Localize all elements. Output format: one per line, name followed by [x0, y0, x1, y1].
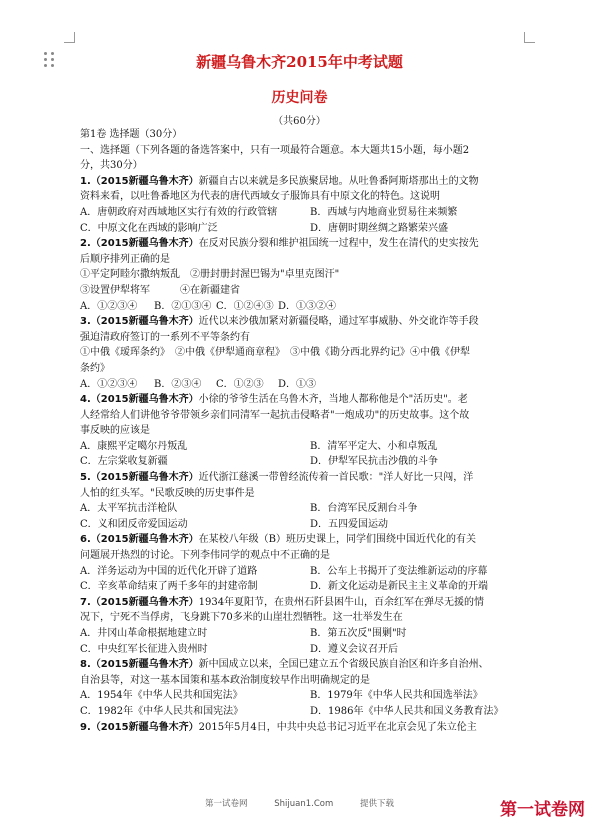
- answer-option: C．1982年《中华人民共和国宪法》: [80, 705, 244, 717]
- line-text: 在某校八年级（B）班历史课上，同学们围绕中国近代化的有关: [198, 534, 476, 546]
- line-text: 在反对民族分裂和维护祖国统一过程中，发生在清代的史实按先: [198, 238, 479, 250]
- question-source: （2015新疆乌鲁木齐）: [90, 721, 199, 733]
- text-line: [80, 548, 530, 564]
- option-text: 册封渥巴锡为"卓里克图汗": [220, 269, 340, 281]
- footer-site-name: 第一试卷网: [205, 799, 248, 809]
- line-text: 人经常给人们讲他爷爷带领乡亲们同清军一起抗击侵略者"一炮成功"的历史故事。这个故: [80, 409, 470, 421]
- answer-option: C．辛亥革命结束了两千多年的封建帝制: [80, 581, 258, 593]
- question-stem: [80, 174, 530, 190]
- line-text: 条约》: [80, 362, 110, 374]
- question-source: （2015新疆乌鲁木齐）: [90, 394, 199, 406]
- question-number: 8.: [80, 659, 91, 671]
- answer-option: A．①②③④: [80, 300, 138, 312]
- line-text: 况下，宁死不当俘虏，飞身跳下70多米的山崖壮烈牺牲。这一壮举发生在: [80, 612, 403, 624]
- answer-options-row: [80, 439, 530, 455]
- text-line: [80, 486, 530, 502]
- question-source: （2015新疆乌鲁木齐）: [90, 596, 199, 608]
- answer-option: D．伊犁军民抗击沙俄的斗争: [310, 456, 439, 468]
- line-text: 后顺序排列正确的是: [80, 253, 170, 265]
- answer-option: D．唐朝时期丝绸之路繁荣兴盛: [310, 222, 449, 234]
- question-source: （2015新疆乌鲁木齐）: [90, 316, 199, 328]
- answer-options-row: [80, 221, 530, 237]
- line-text: ①平定阿睦尔撒纳叛乱 ②册封: [80, 269, 220, 281]
- answer-options-row: [80, 454, 530, 470]
- answer-option: D．新文化运动是新民主主义革命的开端: [310, 581, 489, 593]
- text-line: [80, 283, 530, 299]
- answer-option: B．第五次反"围剿"时: [310, 628, 407, 639]
- answer-option: D．①③②④: [278, 300, 337, 312]
- answer-option: A．康熙平定噶尔丹叛乱: [80, 440, 188, 452]
- footer-site-url: Shijuan1.Com: [274, 799, 334, 809]
- answer-option: B．清军平定大、小和卓叛乱: [310, 440, 438, 452]
- answer-option: C．中央红军长征进入贵州时: [80, 643, 208, 655]
- text-line: [80, 252, 530, 268]
- line-text: 事反映的应该是: [80, 425, 150, 437]
- question-number: 3.: [80, 316, 91, 328]
- question-stem: [80, 532, 530, 548]
- answer-option: B．1979年《中华人民共和国选举法》: [310, 690, 483, 702]
- answer-options-row: [80, 688, 530, 704]
- line-text: 问题展开热烈的讨论。下列李伟同学的观点中不正确的是: [80, 550, 330, 562]
- text-line: [80, 345, 530, 361]
- text-line: [80, 267, 530, 283]
- question-source: （2015新疆乌鲁木齐）: [90, 534, 199, 546]
- answer-option: A．井冈山革命根据地建立时: [80, 628, 208, 639]
- line-text: 自治县等，对这一基本国策和基本政治制度较早作出明确规定的是: [80, 674, 370, 686]
- answer-options-row: [80, 501, 530, 517]
- text-line: [80, 361, 530, 377]
- answer-options-row: [80, 626, 530, 642]
- answer-option: A．①②③④: [80, 378, 138, 390]
- line-text: 一、选择题（下列各题的备选答案中，只有一项最符合题意。本大题共15小题，每小题2: [80, 144, 470, 156]
- line-text: ①中俄《瑷珲条约》 ②中俄《伊犁通商章程》 ③中俄《勘分西北界约记》④中俄《伊犁: [80, 347, 470, 359]
- answer-option: A．太平军抗击洋枪队: [80, 503, 178, 515]
- answer-option: D．遵义会议召开后: [310, 643, 399, 655]
- answer-options-row: [80, 377, 530, 393]
- question-source: （2015新疆乌鲁木齐）: [90, 238, 199, 250]
- answer-option: C．义和团反帝爱国运动: [80, 518, 188, 530]
- answer-option: B．西域与内地商业贸易往来频繁: [310, 206, 458, 218]
- question-source: （2015新疆乌鲁木齐）: [90, 175, 199, 187]
- answer-option: A．洋务运动为中国的近代化开辟了道路: [80, 565, 258, 577]
- crop-mark-top-right: [524, 32, 535, 43]
- answer-option: D．五四爱国运动: [310, 518, 389, 530]
- answer-option: D．1986年《中华人民共和国义务教育法》: [310, 705, 504, 717]
- text-line: [80, 423, 530, 439]
- question-number: 1.: [80, 175, 91, 187]
- answer-options-row: [80, 564, 530, 580]
- question-body: [80, 127, 530, 735]
- answer-option: D．①③: [278, 378, 317, 390]
- question-stem: [80, 236, 530, 252]
- text-line: [80, 143, 530, 159]
- text-line: [80, 330, 530, 346]
- question-number: 2.: [80, 238, 91, 250]
- answer-options-row: [80, 704, 530, 720]
- text-line: [80, 408, 530, 424]
- footer-download: 提供下载: [359, 799, 394, 809]
- answer-option: B．②①③④: [154, 300, 212, 312]
- total-score: （共60分）: [273, 116, 326, 127]
- answer-options-row: [80, 517, 530, 533]
- line-text: 资料来看，以吐鲁番地区为代表的唐代西域女子服饰具有中原文化的特色。这说明: [80, 191, 440, 203]
- question-number: 7.: [80, 596, 91, 608]
- page-subtitle: 历史问卷: [271, 90, 328, 106]
- line-text: 强迫清政府签订的一系列不平等条约有: [80, 331, 250, 343]
- page-title: 新疆乌鲁木齐2015年中考试题: [196, 53, 403, 71]
- line-text: 近代浙江慈溪一带曾经流传着一首民歌："洋人好比一只闯，洋: [198, 472, 474, 484]
- answer-option: C．中原文化在西域的影响广泛: [80, 222, 218, 234]
- text-line: [80, 158, 530, 174]
- question-number: 5.: [80, 472, 91, 484]
- crop-mark-top-left: [64, 32, 75, 43]
- answer-options-row: [80, 579, 530, 595]
- question-number: 9.: [80, 721, 91, 733]
- question-source: （2015新疆乌鲁木齐）: [90, 472, 199, 484]
- answer-option: B．公车上书揭开了变法维新运动的序幕: [310, 565, 488, 577]
- answer-option: C．①②③: [216, 378, 264, 390]
- line-text: 小徐的爷爷生活在乌鲁木齐，当地人都称他是个"活历史"。老: [198, 394, 468, 406]
- question-stem: [80, 392, 530, 408]
- line-text: 新疆自古以来就是多民族聚居地。从吐鲁番阿斯塔那出土的文物: [198, 175, 479, 187]
- line-text: ③设置伊犁将军 ④在新疆建省: [80, 284, 240, 296]
- text-line: [80, 189, 530, 205]
- text-line: [80, 127, 530, 143]
- question-stem: [80, 595, 530, 611]
- question-source: （2015新疆乌鲁木齐）: [90, 659, 199, 671]
- line-text: 2015年5月4日，中共中央总书记习近平在北京会见了朱立伦主: [198, 721, 477, 733]
- answer-option: C．①②④③: [216, 300, 274, 312]
- answer-option: B．②③④: [154, 378, 202, 390]
- question-stem: [80, 470, 530, 486]
- line-text: 分，共30分）: [80, 160, 143, 172]
- answer-options-row: [80, 299, 530, 315]
- answer-option: C．左宗棠收复新疆: [80, 456, 168, 468]
- text-line: [80, 610, 530, 626]
- line-text: 1934年夏阳节，在贵州石阡县困牛山，百余红军在弹尽无援的情: [198, 596, 485, 608]
- text-line: [80, 673, 530, 689]
- line-text: 人怕的红头军。"民歌反映的历史事件是: [80, 487, 255, 499]
- question-stem: [80, 314, 530, 330]
- site-logo: 第一试卷网: [500, 800, 585, 820]
- answer-options-row: [80, 642, 530, 658]
- line-text: 新中国成立以来，全国已建立五个省级民族自治区和许多自治州、: [198, 659, 489, 671]
- line-text: 第1卷 选择题（30分）: [80, 129, 183, 140]
- question-stem: [80, 657, 530, 673]
- question-number: 6.: [80, 534, 91, 546]
- answer-option: A．1954年《中华人民共和国宪法》: [80, 690, 243, 702]
- answer-options-row: [80, 205, 530, 221]
- answer-option: B．台湾军民反割台斗争: [310, 503, 418, 515]
- line-text: 近代以来沙俄加紧对新疆侵略，通过军事威胁、外交讹诈等手段: [198, 316, 479, 328]
- answer-option: A．唐朝政府对西域地区实行有效的行政管辖: [80, 206, 278, 218]
- question-number: 4.: [80, 394, 91, 406]
- question-stem: [80, 720, 530, 736]
